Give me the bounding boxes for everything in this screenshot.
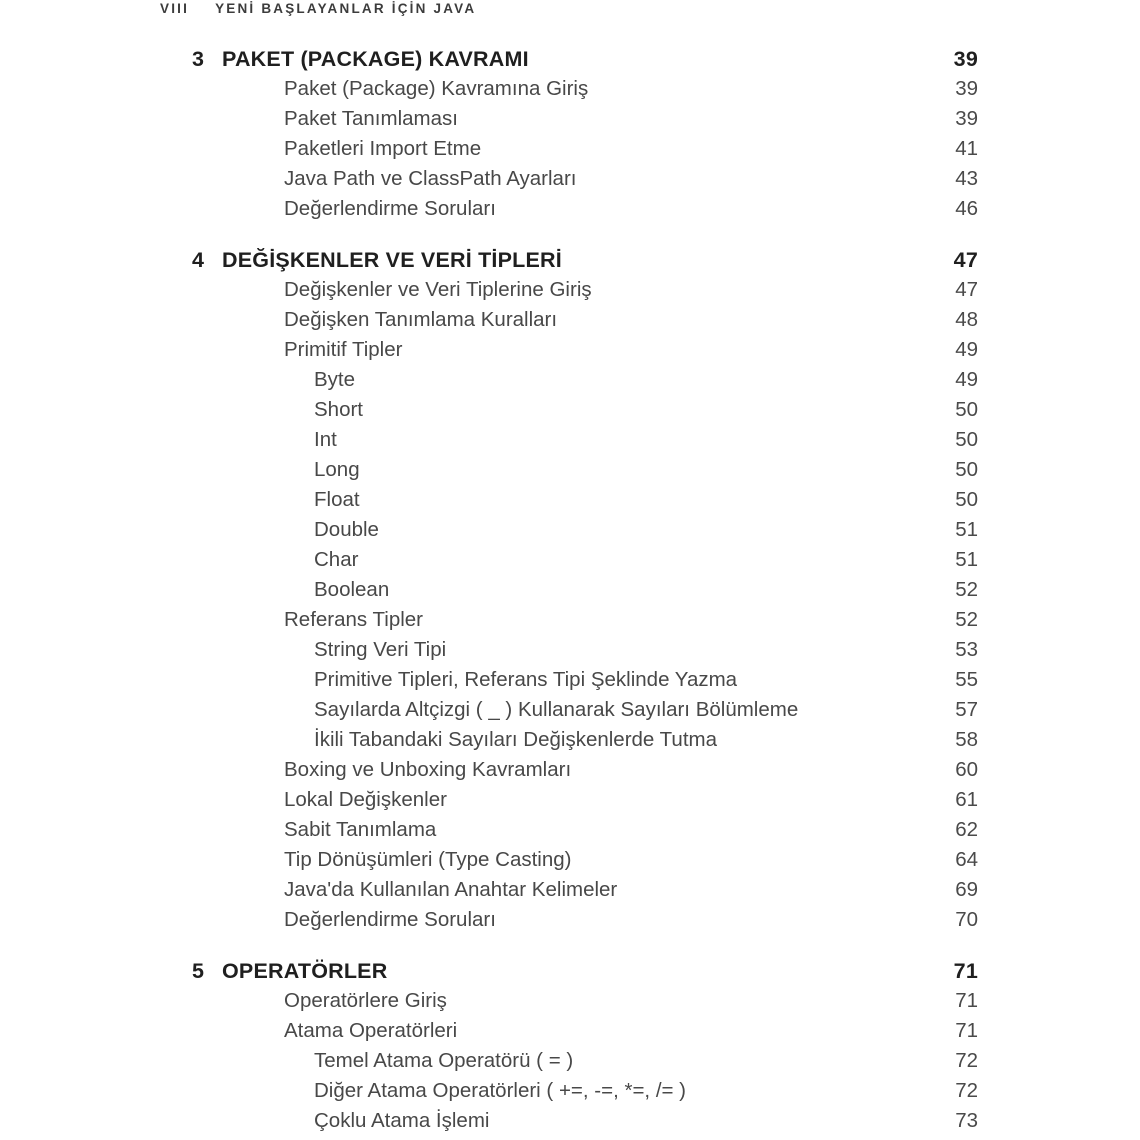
chapter-entries — [160, 986, 978, 1136]
entry-page: 49 — [955, 338, 978, 361]
toc-entry-row — [160, 305, 978, 335]
entry-label: Float — [314, 488, 360, 511]
toc-entry-row — [160, 755, 978, 785]
entry-page: 71 — [955, 989, 978, 1012]
entry-label: Atama Operatörleri — [284, 1019, 458, 1042]
entry-page: 43 — [955, 167, 978, 190]
entry-label: Sabit Tanımlama — [284, 818, 437, 841]
entry-page: 48 — [955, 308, 978, 331]
toc-entry-row — [160, 275, 978, 305]
toc-entry-row — [160, 815, 978, 845]
entry-label: Boolean — [314, 578, 390, 601]
entry-page: 55 — [955, 668, 978, 691]
chapter-title: OPERATÖRLER — [222, 959, 388, 983]
entry-page: 57 — [955, 698, 978, 721]
entry-page: 39 — [955, 77, 978, 100]
entry-page: 49 — [955, 368, 978, 391]
entry-page: 50 — [955, 428, 978, 451]
entry-label: Paket (Package) Kavramına Giriş — [284, 77, 589, 100]
toc-entry-row — [160, 665, 978, 695]
toc-entry-row — [160, 365, 978, 395]
entry-label: Tip Dönüşümleri (Type Casting) — [284, 848, 572, 871]
entry-label: Değişken Tanımlama Kuralları — [284, 308, 558, 331]
entry-page: 53 — [955, 638, 978, 661]
entry-label: String Veri Tipi — [314, 638, 447, 661]
toc-entry-row — [160, 74, 978, 104]
toc-entry-row — [160, 635, 978, 665]
entry-page: 69 — [955, 878, 978, 901]
toc-entry-row — [160, 575, 978, 605]
book-title: YENİ BAŞLAYANLAR İÇİN JAVA — [215, 1, 477, 16]
entry-page: 72 — [955, 1049, 978, 1072]
toc-entry-row — [160, 1106, 978, 1136]
chapter-number: 4 — [192, 248, 205, 272]
entry-page: 51 — [955, 548, 978, 571]
entry-page: 47 — [955, 278, 978, 301]
entry-page: 51 — [955, 518, 978, 541]
entry-label: Paket Tanımlaması — [284, 107, 458, 130]
toc-chapter-heading — [160, 245, 978, 275]
entry-label: Temel Atama Operatörü ( = ) — [314, 1049, 574, 1072]
toc-entry-row — [160, 785, 978, 815]
entry-label: Operatörlere Giriş — [284, 989, 447, 1012]
toc-entry-row — [160, 1076, 978, 1106]
entry-label: Int — [314, 428, 337, 451]
entry-page: 72 — [955, 1079, 978, 1102]
toc-entry-row — [160, 425, 978, 455]
toc-entry-row — [160, 134, 978, 164]
entry-page: 41 — [955, 137, 978, 160]
toc-entry-row — [160, 164, 978, 194]
toc-chapter-heading — [160, 44, 978, 74]
toc-entry-row — [160, 1046, 978, 1076]
entry-page: 50 — [955, 488, 978, 511]
chapter-number: 5 — [192, 959, 205, 983]
running-header — [160, 1, 476, 16]
entry-page: 39 — [955, 107, 978, 130]
chapter-entries — [160, 74, 978, 224]
entry-label: Paketleri Import Etme — [284, 137, 482, 160]
entry-label: Referans Tipler — [284, 608, 424, 631]
entry-page: 73 — [955, 1109, 978, 1132]
toc — [160, 44, 978, 1136]
toc-entry-row — [160, 395, 978, 425]
entry-label: Primitif Tipler — [284, 338, 403, 361]
chapter-number: 3 — [192, 47, 205, 71]
entry-label: Değerlendirme Soruları — [284, 908, 496, 931]
entry-page: 50 — [955, 458, 978, 481]
entry-label: Lokal Değişkenler — [284, 788, 447, 811]
toc-entry-row — [160, 725, 978, 755]
entry-label: Byte — [314, 368, 356, 391]
toc-chapter-block — [160, 44, 978, 224]
entry-label: Short — [314, 398, 363, 421]
entry-page: 64 — [955, 848, 978, 871]
toc-entry-row — [160, 455, 978, 485]
toc-entry-row — [160, 515, 978, 545]
chapter-title: PAKET (PACKAGE) KAVRAMI — [222, 47, 529, 71]
entry-page: 52 — [955, 578, 978, 601]
toc-entry-row — [160, 104, 978, 134]
entry-label: Değerlendirme Soruları — [284, 197, 496, 220]
entry-page: 60 — [955, 758, 978, 781]
entry-page: 70 — [955, 908, 978, 931]
toc-entry-row — [160, 335, 978, 365]
entry-label: Java'da Kullanılan Anahtar Kelimeler — [284, 878, 618, 901]
entry-page: 62 — [955, 818, 978, 841]
toc-entry-row — [160, 1016, 978, 1046]
toc-entry-row — [160, 845, 978, 875]
entry-page: 58 — [955, 728, 978, 751]
chapter-page: 71 — [953, 959, 978, 983]
entry-page: 46 — [955, 197, 978, 220]
entry-page: 52 — [955, 608, 978, 631]
folio-page-number: VIII — [160, 1, 190, 16]
entry-label: Long — [314, 458, 360, 481]
entry-label: Java Path ve ClassPath Ayarları — [284, 167, 577, 190]
entry-label: Değişkenler ve Veri Tiplerine Giriş — [284, 278, 592, 301]
entry-label: İkili Tabandaki Sayıları Değişkenlerde Tutma — [314, 728, 717, 751]
chapter-entries — [160, 275, 978, 935]
entry-label: Primitive Tipleri, Referans Tipi Şeklinde Yazma — [314, 668, 738, 691]
entry-label: Char — [314, 548, 359, 571]
entry-page: 50 — [955, 398, 978, 421]
entry-page: 71 — [955, 1019, 978, 1042]
chapter-page: 39 — [953, 47, 978, 71]
toc-entry-row — [160, 194, 978, 224]
entry-label: Boxing ve Unboxing Kavramları — [284, 758, 572, 781]
toc-entry-row — [160, 695, 978, 725]
toc-entry-row — [160, 485, 978, 515]
entry-label: Double — [314, 518, 379, 541]
toc-entry-row — [160, 875, 978, 905]
entry-label: Çoklu Atama İşlemi — [314, 1109, 490, 1132]
toc-chapter-heading — [160, 956, 978, 986]
entry-label: Sayılarda Altçizgi ( _ ) Kullanarak Sayıları Bölümleme — [314, 698, 799, 721]
toc-chapter-block — [160, 245, 978, 935]
toc-chapter-block — [160, 956, 978, 1136]
toc-entry-row — [160, 986, 978, 1016]
toc-entry-row — [160, 545, 978, 575]
chapter-page: 47 — [953, 248, 978, 272]
toc-entry-row — [160, 905, 978, 935]
toc-entry-row — [160, 605, 978, 635]
chapter-title: DEĞİŞKENLER VE VERİ TİPLERİ — [222, 248, 562, 272]
entry-page: 61 — [955, 788, 978, 811]
entry-label: Diğer Atama Operatörleri ( +=, -=, *=, /= ) — [314, 1079, 687, 1102]
